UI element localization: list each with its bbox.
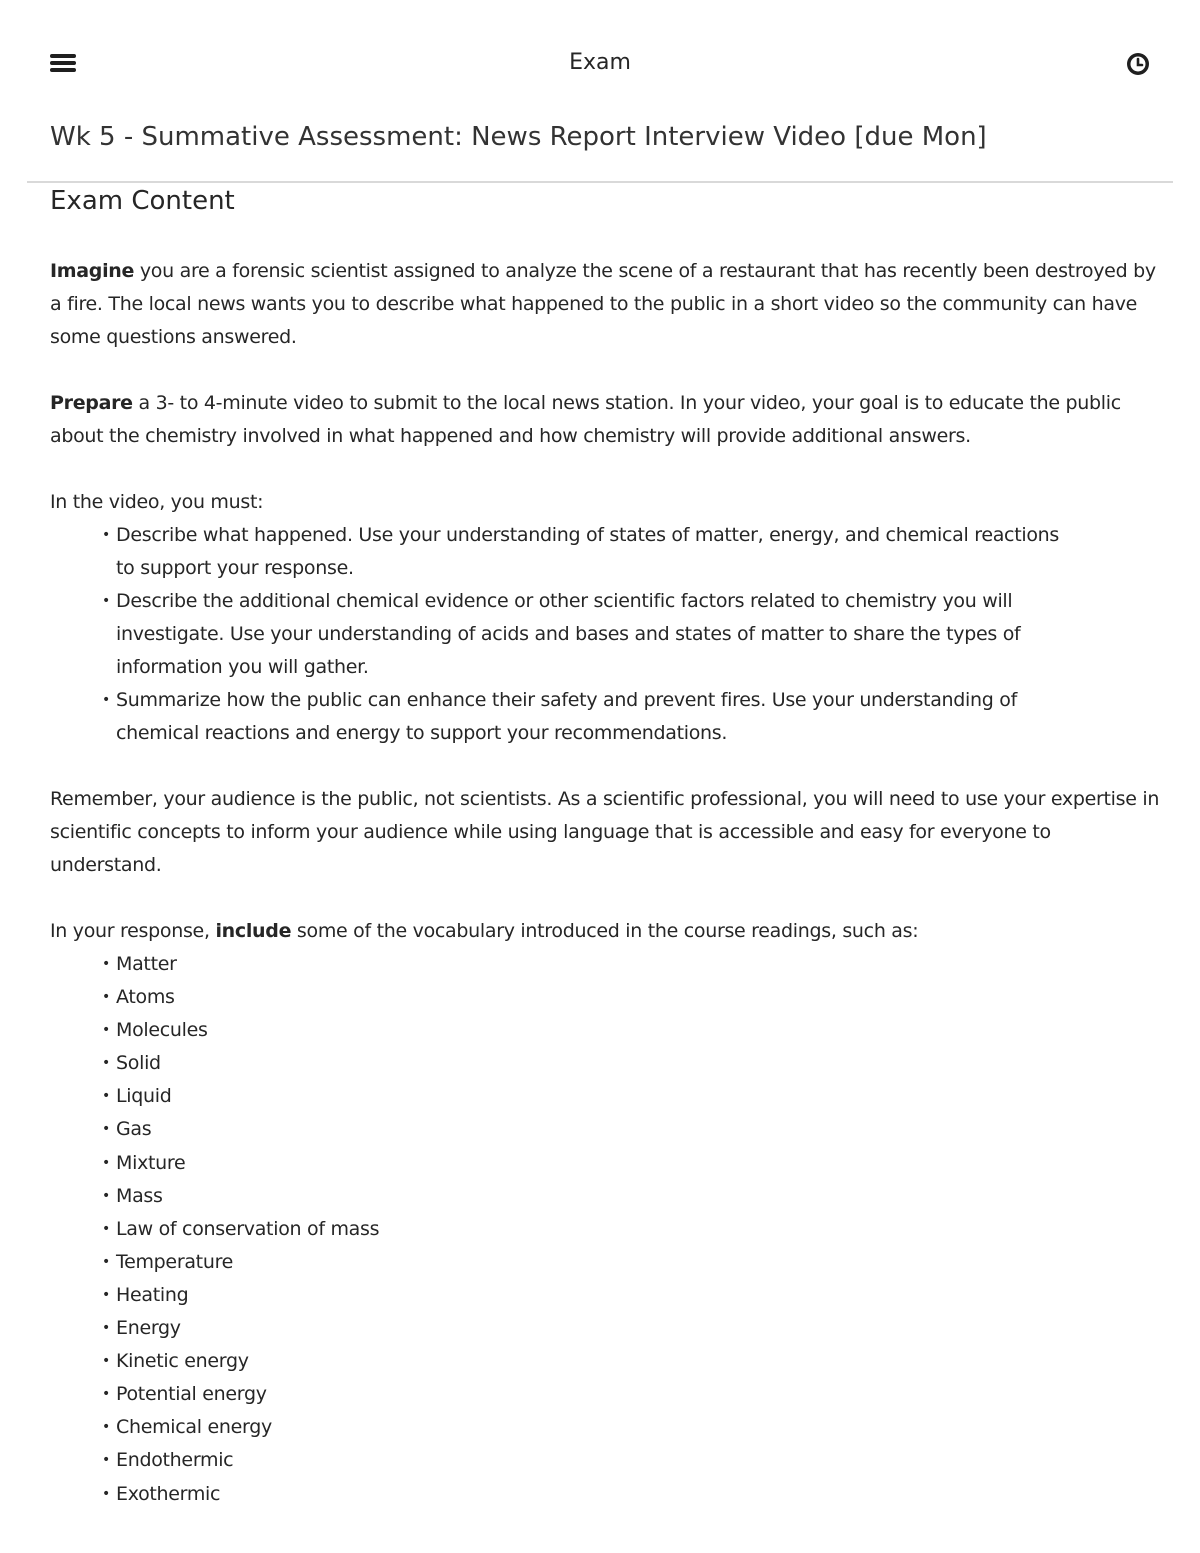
- clock-icon[interactable]: [1125, 51, 1151, 77]
- include-bold: include: [215, 920, 292, 942]
- list-item: • Summarize how the public can enhance their safety and prevent fires. Use your understanding of chemical reactions and energy to support your recommendations.: [116, 684, 1066, 750]
- list-item: • Temperature: [116, 1246, 1160, 1279]
- title-divider: [27, 181, 1173, 183]
- section-title: Exam Content: [50, 186, 235, 216]
- list-item: • Mass: [116, 1180, 1160, 1213]
- prepare-paragraph: [50, 387, 1160, 453]
- list-item: • Mixture: [116, 1147, 1160, 1180]
- page-title: Wk 5 - Summative Assessment: News Report Interview Video [due Mon]: [50, 122, 987, 152]
- list-item: • Potential energy: [116, 1378, 1160, 1411]
- imagine-bold: Imagine: [50, 260, 135, 282]
- remember-paragraph: Remember, your audience is the public, not scientists. As a scientific professional, you will need to use your expertise in scientific concepts to inform your audience while using language that is accessible and easy for everyone to understand.: [50, 788, 1160, 876]
- list-item: • Exothermic: [116, 1478, 1160, 1511]
- list-item: • Endothermic: [116, 1444, 1160, 1477]
- list-item: • Energy: [116, 1312, 1160, 1345]
- list-item: • Liquid: [116, 1080, 1160, 1113]
- prepare-text: a 3- to 4-minute video to submit to the local news station. In your video, your goal is to educate the public about the chemistry involved in what happened and how chemistry will provide additional answers.: [50, 392, 1121, 447]
- list-item: • Solid: [116, 1047, 1160, 1080]
- task-list: [50, 519, 1160, 750]
- list-item: • Matter: [116, 948, 1160, 981]
- list-item: • Molecules: [116, 1014, 1160, 1047]
- list-item: • Atoms: [116, 981, 1160, 1014]
- imagine-text: you are a forensic scientist assigned to analyze the scene of a restaurant that has recently been destroyed by a fire. The local news wants you to describe what happened to the public in a short video so the community can have some questions answered.: [50, 260, 1156, 348]
- include-before: In your response,: [50, 920, 216, 942]
- imagine-paragraph: [50, 255, 1160, 354]
- list-item: • Describe the additional chemical evidence or other scientific factors related to chemistry you will investigate. Use your understanding of acids and bases and states of matter to share the types of information you will gather.: [116, 585, 1066, 684]
- vocabulary-list: [50, 948, 1160, 1511]
- top-bar: [0, 0, 1200, 128]
- list-item: • Kinetic energy: [116, 1345, 1160, 1378]
- list-item: • Chemical energy: [116, 1411, 1160, 1444]
- list-item: • Law of conservation of mass: [116, 1213, 1160, 1246]
- include-after: some of the vocabulary introduced in the course readings, such as:: [291, 920, 919, 942]
- prepare-bold: Prepare: [50, 392, 133, 414]
- list-item: • Describe what happened. Use your understanding of states of matter, energy, and chemical reactions to support your response.: [116, 519, 1066, 585]
- topbar-title: Exam: [569, 50, 631, 75]
- in-video-intro: In the video, you must:: [50, 491, 264, 513]
- list-item: • Heating: [116, 1279, 1160, 1312]
- include-paragraph: [50, 915, 1160, 948]
- list-item: • Gas: [116, 1113, 1160, 1146]
- exam-content: [50, 184, 1160, 1511]
